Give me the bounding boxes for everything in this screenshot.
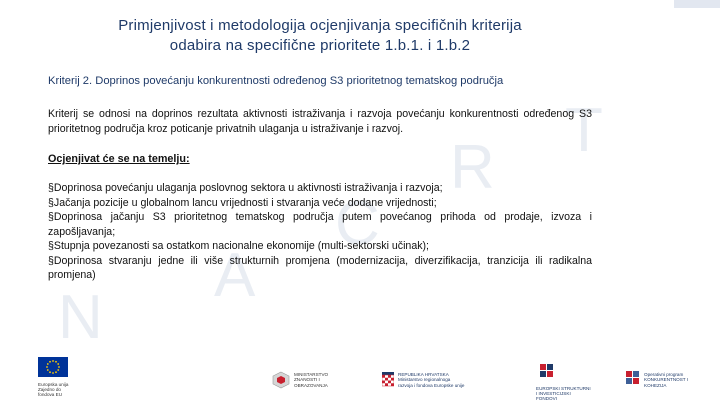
criterion-description: Kriterij se odnosi na doprinos rezultata aktivnosti istraživanja i razvoja povećanju konkurentnosti određenog S3 prioritetnog područja kroz poticanje privatnih ulaganja u istraživanje i razvoj. [48, 108, 592, 135]
op-label: Operativni program KONKURENTNOST I KOHEZIJA [644, 372, 689, 388]
croatian-coat-of-arms-icon [382, 372, 394, 388]
list-item: §Doprinosa jačanju S3 prioritetnog tematskog područja putem povećanog prihoda od prodaje, izvoza i zapošljavanja; [48, 211, 592, 238]
footer-logos [0, 351, 720, 405]
watermark-letter: T [565, 96, 603, 165]
ministry-regional-logo [382, 363, 468, 397]
slide-title [40, 16, 600, 56]
ministry-science-label: MINISTARSTVO ZNANOSTI I OBRAZOVANJA [294, 372, 329, 388]
watermark-letter: A [214, 241, 256, 310]
slide-title-line1: Primjenjivost i metodologija ocjenjivanja specifičnih kriterija [118, 17, 522, 34]
op-emblem-icon [626, 371, 640, 389]
eu-logo [38, 357, 74, 398]
list-item: §Jačanja pozicije u globalnom lancu vrijednosti i stvaranja veće dodane vrijednosti; [48, 196, 437, 209]
assessment-heading: Ocjenjivat će se na temelju: [48, 153, 190, 165]
list-item: §Stupnja povezanosti sa ostatkom nacionalne ekonomije (multi-sektorski učinak); [48, 240, 429, 252]
watermark-letter: N [58, 283, 103, 352]
watermark-letter: R [450, 133, 495, 202]
watermark-letter: C [335, 189, 380, 258]
ministry-science-logo [272, 363, 342, 397]
op-logo [626, 363, 696, 397]
ministry-regional-label: REPUBLIKA HRVATSKA Ministarstvo regionalnoga razvoja i fondova Europske unije [398, 372, 465, 388]
esif-emblem-icon [536, 363, 558, 381]
list-item: §Doprinosa povećanju ulaganja poslovnog sektora u aktivnosti istraživanja i razvoja; [48, 182, 443, 194]
esif-logo [536, 363, 592, 402]
cube-emblem-icon [272, 371, 290, 389]
esif-label: EUROPSKI STRUKTURNI I INVESTICIJSKI FONDOVI [536, 386, 591, 402]
criterion-heading: Kriterij 2. Doprinos povećanju konkurentnosti određenog S3 prioritetnog tematskog područja [48, 75, 504, 87]
assessment-list [48, 181, 592, 283]
eu-label: Europska unija Zajedno do fondova EU [38, 382, 69, 398]
list-item: §Doprinosa stvaranju jedne ili više strukturnih promjena (modernizacija, diverzifikacija, tranzicija ili radikalna promjena) [48, 254, 592, 281]
eu-flag-icon [38, 357, 68, 377]
slide-title-line2: odabira na specifične prioritete 1.b.1. i 1.b.2 [169, 37, 471, 54]
top-accent-bar [674, 0, 720, 8]
